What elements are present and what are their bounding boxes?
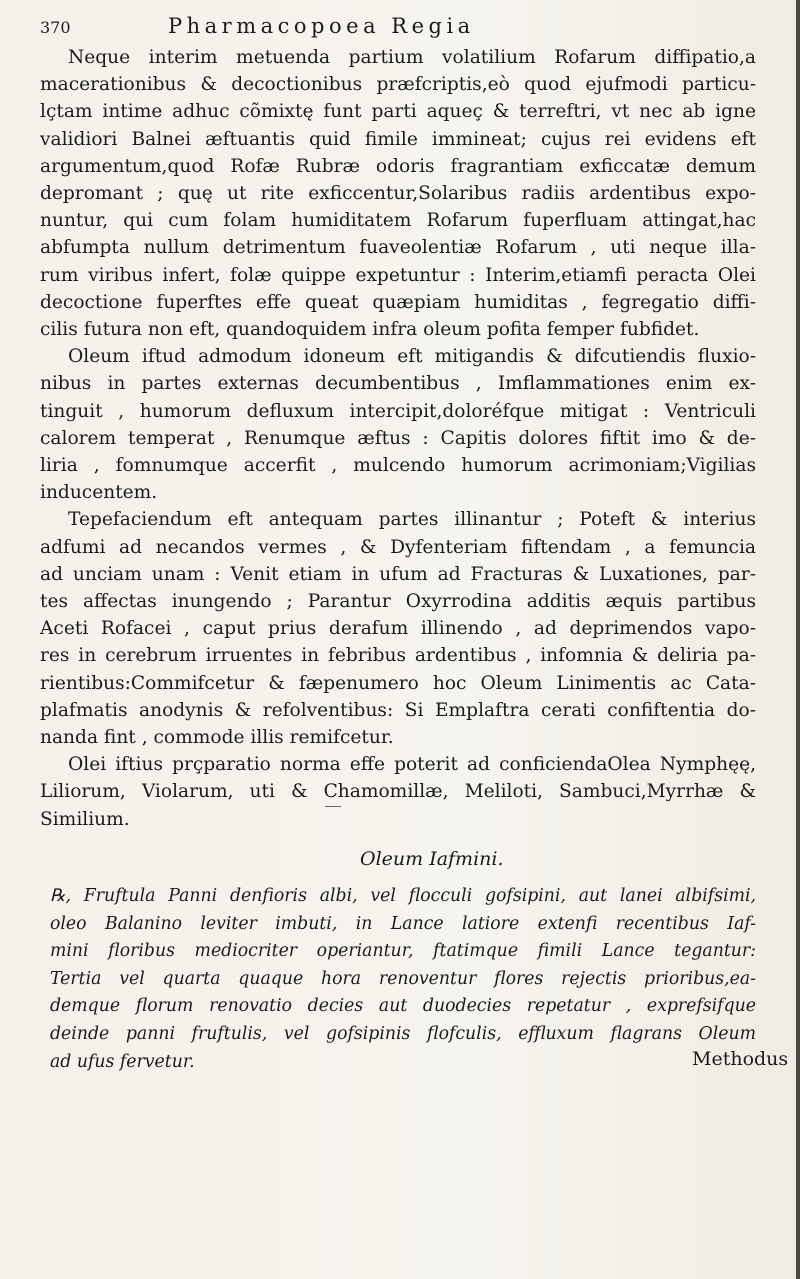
catchword: Methodus	[692, 1048, 789, 1070]
text-line: rum viribus infert, folæ quippe expetuntur : Interim,etiamfi peracta Olei	[40, 264, 756, 286]
text-line: res in cerebrum irruentes in febribus ardentibus , infomnia & deliria pa-	[40, 645, 756, 667]
section-heading: Oleum Iafmini.	[360, 848, 504, 870]
text-line: macerationibus & decoctionibus præfcriptis,eò quod ejufmodi particu-	[40, 74, 756, 96]
text-line: rientibus:Commifcetur & fæpenumero hoc Oleum Linimentis ac Cata-	[40, 672, 756, 694]
text-line: Liliorum, Violarum, uti & Chamomillæ, Meliloti, Sambuci,Myrrhæ &	[40, 781, 756, 803]
text-line: tinguit , humorum defluxum intercipit,doloréfque mitigat : Ventriculi	[40, 400, 756, 422]
text-line: Tepefaciendum eft antequam partes illinantur ; Poteft & interius	[68, 509, 756, 531]
recipe-text	[50, 883, 756, 1076]
recipe-line: oleo Balanino leviter imbuti, in Lance latiore extenfi recentibus Iaf-	[50, 913, 756, 934]
body-text	[40, 44, 756, 833]
text-line: calorem temperat , Renumque æftus : Capitis dolores fiftit imo & de-	[40, 427, 756, 449]
text-line: cilis futura non eft, quandoquidem infra oleum pofita femper fubfidet.	[40, 319, 700, 341]
text-line: Neque interim metuenda partium volatilium Rofarum diffipatio,a	[68, 47, 756, 68]
text-line: inducentem.	[40, 482, 158, 504]
text-line: liria , fomnumque accerfit , mulcendo humorum acrimoniam;Vigilias	[40, 455, 756, 477]
text-line: depromant ; quę ut rite exficcentur,Solaribus radiis ardentibus expo-	[40, 183, 756, 205]
text-line: abfumpta nullum detrimentum fuaveolentiæ Rofarum , uti neque illa-	[40, 237, 756, 259]
recipe-line: Tertia vel quarta quaque hora renoventur flores rejectis prioribus,ea-	[50, 968, 756, 989]
text-line: Similium.	[40, 808, 130, 830]
running-head: Pharmacopoea Regia	[168, 14, 475, 38]
recipe-line: mini floribus mediocriter operiantur, ftatimque fimili Lance tegantur:	[50, 941, 756, 962]
text-line: validiori Balnei æftuantis quid fimile immineat; cujus rei evidens eft	[40, 128, 756, 150]
text-line: tes affectas inungendo ; Parantur Oxyrrodina additis æquis partibus	[40, 591, 756, 613]
text-line: nibus in partes externas decumbentibus , Imflammationes enim ex-	[40, 373, 756, 395]
recipe-line: ad ufus fervetur.	[50, 1051, 195, 1072]
text-line: ad unciam unam : Venit etiam in ufum ad Fracturas & Luxationes, par-	[40, 563, 756, 585]
text-line: argumentum,quod Rofæ Rubræ odoris fragrantiam exficcatæ demum	[40, 155, 756, 177]
recipe-line: deinde panni fruftulis, vel gofsipinis flofculis, effluxum flagrans Oleum	[50, 1023, 756, 1044]
text-line: nuntur, qui cum folam humiditatem Rofarum fuperfluam attingat,hac	[40, 210, 756, 232]
text-line: lçtam intime adhuc cõmixtę funt parti aqueç & terreftri, vt nec ab igne	[40, 101, 756, 123]
recipe-line: demque florum renovatio decies aut duodecies repetatur , exprefsifque	[50, 996, 756, 1017]
recipe-line: ℞, Fruftula Panni denfioris albi, vel flocculi gofsipini, aut lanei albifsimi,	[50, 886, 756, 906]
text-line: plafmatis anodynis & refolventibus: Si Emplaftra cerati confiftentia do-	[40, 699, 756, 721]
page-header	[40, 14, 780, 44]
text-line: Aceti Rofacei , caput prius derafum illinendo , ad deprimendos vapo-	[40, 618, 756, 640]
text-line: nanda fint , commode illis remifcetur.	[40, 727, 394, 749]
page-number: 370	[40, 18, 71, 37]
text-line: adfumi ad necandos vermes , & Dyfenteriam fiftendam , a femuncia	[40, 536, 756, 558]
section-divider	[325, 806, 341, 807]
page-edge	[796, 0, 800, 1279]
text-line: decoctione fuperftes effe queat quæpiam humiditas , fegregatio diffi-	[40, 291, 756, 313]
text-line: Oleum iftud admodum idoneum eft mitigandis & difcutiendis fluxio-	[68, 346, 756, 368]
text-line: Olei iftius prçparatio norma effe poterit ad conficiendaOlea Nymphęę,	[68, 754, 756, 776]
